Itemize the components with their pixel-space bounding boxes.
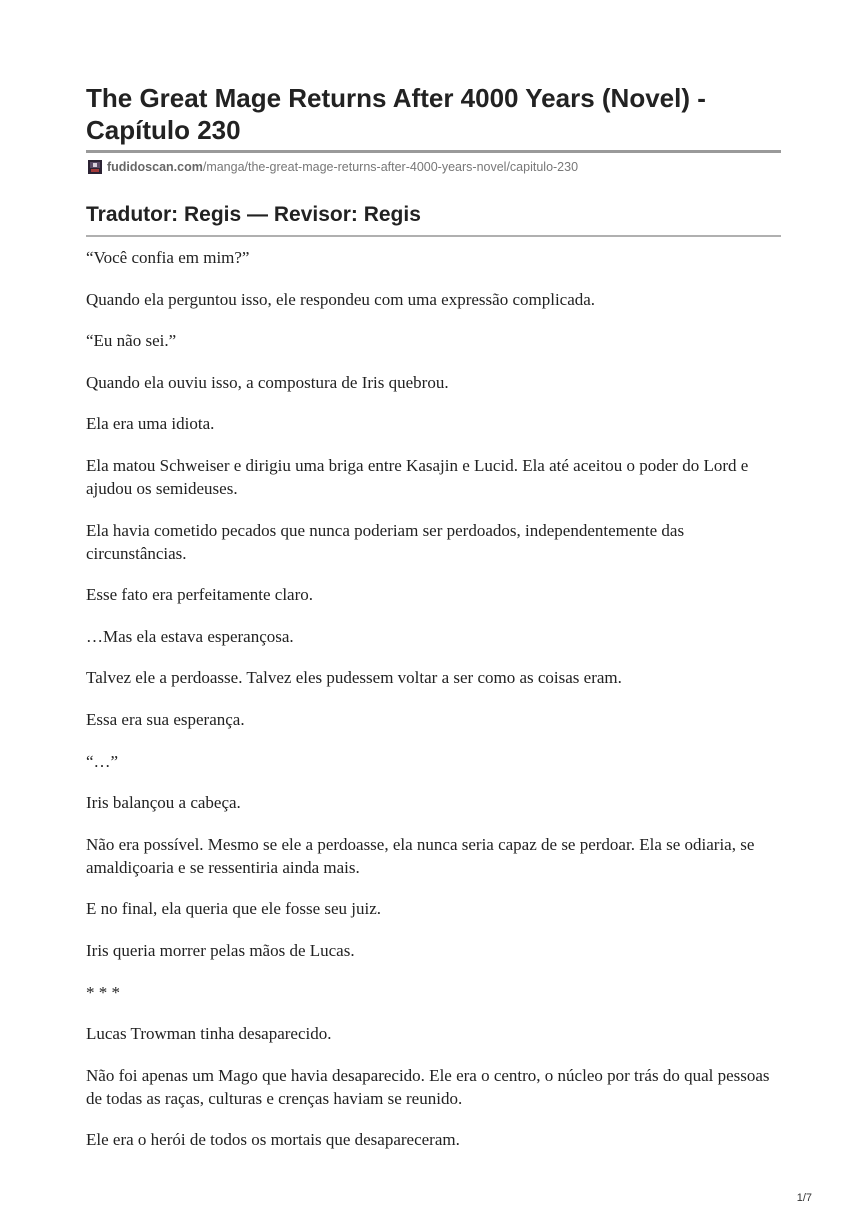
- paragraph: Essa era sua esperança.: [86, 709, 245, 729]
- paragraph: “Você confia em mim?”: [86, 248, 250, 267]
- source-url[interactable]: [88, 158, 578, 176]
- paragraph: Esse fato era perfeitamente claro.: [86, 585, 314, 605]
- paragraph: Iris queria morrer pelas mãos de Lucas.: [86, 940, 355, 960]
- paragraph: Ela era uma idiota.: [86, 414, 215, 434]
- translator-credits: Tradutor: Regis — Revisor: Regis: [86, 203, 421, 226]
- paragraph: “…”: [86, 751, 119, 771]
- paragraph: Não foi apenas um Mago que havia desaparecido. Ele era o centro, o núcleo por trás do qual pessoas de todas as raças, culturas e crenças haviam se reunido.: [86, 1065, 770, 1108]
- paragraph: “Eu não sei.”: [86, 331, 177, 351]
- page-title: The Great Mage Returns After 4000 Years (Novel) - Capítulo 230: [86, 83, 706, 145]
- title-divider: [86, 150, 781, 153]
- paragraph: Ela havia cometido pecados que nunca poderiam ser perdoados, independentemente das circunstâncias.: [86, 520, 685, 563]
- paragraph: Ela matou Schweiser e dirigiu uma briga entre Kasajin e Lucid. Ela até aceitou o poder do Lord e ajudou os semideuses.: [86, 455, 749, 498]
- paragraph: Ele era o herói de todos os mortais que desapareceram.: [86, 1130, 460, 1150]
- paragraph: Quando ela perguntou isso, ele respondeu com uma expressão complicada.: [86, 289, 596, 309]
- paragraph: Talvez ele a perdoasse. Talvez eles pudessem voltar a ser como as coisas eram.: [86, 668, 622, 688]
- scene-break: * * *: [86, 982, 120, 1002]
- source-path: /manga/the-great-mage-returns-after-4000-years-novel/capitulo-230: [202, 160, 579, 174]
- source-domain: fudidoscan.com: [107, 160, 203, 174]
- paragraph: E no final, ela queria que ele fosse seu juiz.: [86, 899, 382, 919]
- subtitle-divider: [86, 235, 781, 237]
- paragraph: Não era possível. Mesmo se ele a perdoasse, ela nunca seria capaz de se perdoar. Ela se odiaria, se amaldiçoaria e se ressentiria ainda mais.: [86, 834, 755, 877]
- paragraph: Quando ela ouviu isso, a compostura de Iris quebrou.: [86, 372, 449, 392]
- paragraph: Iris balançou a cabeça.: [86, 793, 241, 813]
- paragraph: Lucas Trowman tinha desaparecido.: [86, 1024, 332, 1044]
- site-favicon-icon: [88, 160, 102, 174]
- page-number: 1/7: [796, 1192, 812, 1204]
- chapter-text: [86, 246, 786, 1151]
- paragraph: …Mas ela estava esperançosa.: [86, 626, 294, 646]
